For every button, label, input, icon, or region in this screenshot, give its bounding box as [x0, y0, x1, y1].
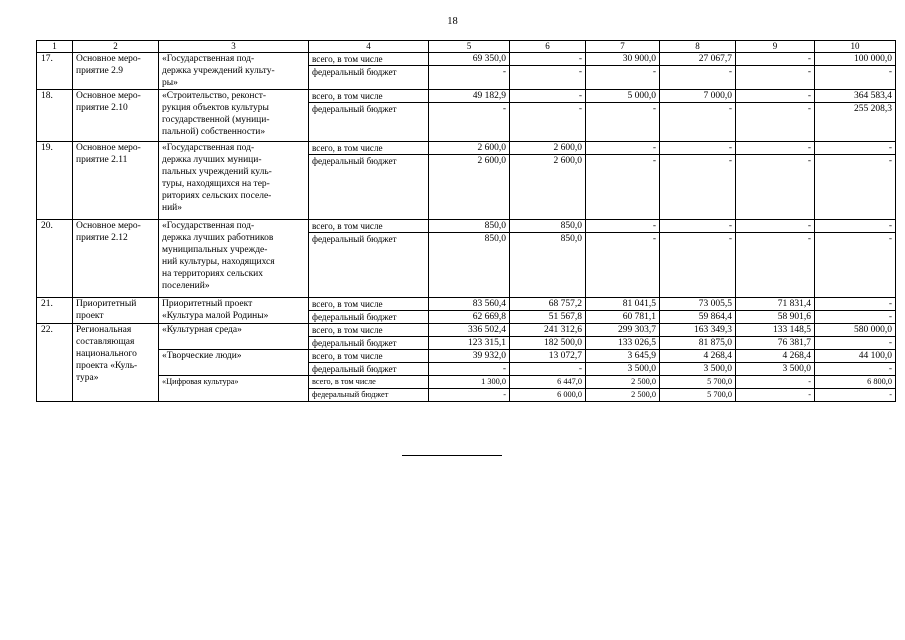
- measure-name: Региональная составляющая национального проекта «Куль- тура»: [73, 324, 159, 402]
- amount-cell: 3 500,0: [660, 363, 736, 376]
- amount-cell: -: [586, 103, 660, 142]
- amount-cell: -: [510, 363, 586, 376]
- amount-cell: 71 831,4: [736, 298, 815, 311]
- amount-cell: -: [736, 233, 815, 298]
- amount-cell: 2 600,0: [510, 142, 586, 155]
- amount-cell: 163 349,3: [660, 324, 736, 337]
- amount-cell: 68 757,2: [510, 298, 586, 311]
- amount-cell: -: [736, 155, 815, 220]
- funding-source: федеральный бюджет: [309, 363, 429, 376]
- amount-cell: 60 781,1: [586, 311, 660, 324]
- amount-cell: 51 567,8: [510, 311, 586, 324]
- amount-cell: 133 148,5: [736, 324, 815, 337]
- amount-cell: -: [660, 66, 736, 90]
- amount-cell: 5 700,0: [660, 389, 736, 402]
- amount-cell: 81 041,5: [586, 298, 660, 311]
- amount-cell: 73 005,5: [660, 298, 736, 311]
- amount-cell: -: [660, 155, 736, 220]
- budget-table: [36, 40, 896, 402]
- amount-cell: -: [510, 66, 586, 90]
- table-row: [37, 298, 896, 311]
- row-number: 19.: [37, 142, 73, 220]
- amount-cell: 1 300,0: [429, 376, 510, 389]
- amount-cell: -: [736, 66, 815, 90]
- amount-cell: -: [660, 233, 736, 298]
- amount-cell: 6 800,0: [815, 376, 896, 389]
- amount-cell: 13 072,7: [510, 350, 586, 363]
- amount-cell: 62 669,8: [429, 311, 510, 324]
- row-number: 18.: [37, 90, 73, 142]
- amount-cell: 69 350,0: [429, 53, 510, 66]
- column-number: 10: [815, 41, 896, 53]
- funding-source: всего, в том числе: [309, 53, 429, 66]
- page-number: 18: [447, 16, 458, 27]
- amount-cell: 6 000,0: [510, 389, 586, 402]
- amount-cell: -: [815, 311, 896, 324]
- funding-source: федеральный бюджет: [309, 155, 429, 220]
- amount-cell: 850,0: [429, 233, 510, 298]
- funding-source: федеральный бюджет: [309, 103, 429, 142]
- amount-cell: 3 645,9: [586, 350, 660, 363]
- funding-source: федеральный бюджет: [309, 233, 429, 298]
- measure-name: Основное меро- приятие 2.9: [73, 53, 159, 90]
- amount-cell: -: [736, 103, 815, 142]
- column-number: 1: [37, 41, 73, 53]
- amount-cell: 241 312,6: [510, 324, 586, 337]
- amount-cell: 30 900,0: [586, 53, 660, 66]
- amount-cell: -: [660, 142, 736, 155]
- amount-cell: 3 500,0: [736, 363, 815, 376]
- funding-source: федеральный бюджет: [309, 311, 429, 324]
- measure-title: «Государственная под- держка лучших работников муниципальных учрежде- ний культуры, находящихся на территориях сельских поселений»: [159, 220, 309, 298]
- table-row: [37, 350, 896, 363]
- amount-cell: -: [815, 155, 896, 220]
- amount-cell: -: [815, 66, 896, 90]
- amount-cell: -: [815, 363, 896, 376]
- amount-cell: 58 901,6: [736, 311, 815, 324]
- measure-title: Приоритетный проект «Культура малой Родины»: [159, 298, 309, 324]
- column-number: 6: [510, 41, 586, 53]
- amount-cell: 2 600,0: [429, 155, 510, 220]
- amount-cell: -: [586, 233, 660, 298]
- project-title: «Цифровая культура»: [159, 376, 309, 402]
- funding-source: федеральный бюджет: [309, 337, 429, 350]
- amount-cell: 39 932,0: [429, 350, 510, 363]
- project-title: «Творческие люди»: [159, 350, 309, 376]
- row-number: 17.: [37, 53, 73, 90]
- funding-source: всего, в том числе: [309, 220, 429, 233]
- amount-cell: -: [736, 90, 815, 103]
- amount-cell: -: [429, 363, 510, 376]
- amount-cell: -: [736, 53, 815, 66]
- measure-name: Приоритетный проект: [73, 298, 159, 324]
- amount-cell: -: [660, 220, 736, 233]
- row-number: 20.: [37, 220, 73, 298]
- measure-name: Основное меро- приятие 2.10: [73, 90, 159, 142]
- column-number: 8: [660, 41, 736, 53]
- amount-cell: 83 560,4: [429, 298, 510, 311]
- amount-cell: -: [510, 90, 586, 103]
- amount-cell: -: [429, 389, 510, 402]
- amount-cell: 255 208,3: [815, 103, 896, 142]
- project-title: «Культурная среда»: [159, 324, 309, 350]
- funding-source: всего, в том числе: [309, 376, 429, 389]
- amount-cell: -: [736, 220, 815, 233]
- amount-cell: 123 315,1: [429, 337, 510, 350]
- table-row: [37, 376, 896, 389]
- table-row: [37, 220, 896, 233]
- table-row: [37, 90, 896, 103]
- amount-cell: 81 875,0: [660, 337, 736, 350]
- row-number: 22.: [37, 324, 73, 402]
- header-row: [37, 41, 896, 53]
- amount-cell: -: [815, 298, 896, 311]
- amount-cell: -: [510, 103, 586, 142]
- amount-cell: 5 700,0: [660, 376, 736, 389]
- amount-cell: 850,0: [429, 220, 510, 233]
- amount-cell: 49 182,9: [429, 90, 510, 103]
- bottom-divider: [402, 455, 502, 456]
- funding-source: всего, в том числе: [309, 324, 429, 337]
- amount-cell: -: [660, 103, 736, 142]
- amount-cell: 2 500,0: [586, 389, 660, 402]
- amount-cell: 299 303,7: [586, 324, 660, 337]
- amount-cell: 850,0: [510, 220, 586, 233]
- column-number: 5: [429, 41, 510, 53]
- amount-cell: -: [815, 389, 896, 402]
- amount-cell: -: [429, 103, 510, 142]
- funding-source: федеральный бюджет: [309, 66, 429, 90]
- amount-cell: -: [815, 220, 896, 233]
- amount-cell: -: [815, 337, 896, 350]
- measure-title: «Государственная под- держка лучших муници- пальных учреждений куль- туры, находящихся на тер- риториях сельских поселе- ний»: [159, 142, 309, 220]
- table-body: [37, 41, 896, 402]
- amount-cell: -: [510, 53, 586, 66]
- amount-cell: -: [586, 155, 660, 220]
- amount-cell: 7 000,0: [660, 90, 736, 103]
- funding-source: всего, в том числе: [309, 90, 429, 103]
- amount-cell: -: [736, 376, 815, 389]
- amount-cell: 6 447,0: [510, 376, 586, 389]
- amount-cell: -: [586, 220, 660, 233]
- amount-cell: 182 500,0: [510, 337, 586, 350]
- amount-cell: 3 500,0: [586, 363, 660, 376]
- measure-name: Основное меро- приятие 2.12: [73, 220, 159, 298]
- amount-cell: 27 067,7: [660, 53, 736, 66]
- amount-cell: 2 600,0: [510, 155, 586, 220]
- amount-cell: 364 583,4: [815, 90, 896, 103]
- amount-cell: 59 864,4: [660, 311, 736, 324]
- amount-cell: 133 026,5: [586, 337, 660, 350]
- column-number: 4: [309, 41, 429, 53]
- amount-cell: 580 000,0: [815, 324, 896, 337]
- amount-cell: 4 268,4: [660, 350, 736, 363]
- amount-cell: 850,0: [510, 233, 586, 298]
- amount-cell: 100 000,0: [815, 53, 896, 66]
- measure-title: «Государственная под- держка учреждений культу- ры»: [159, 53, 309, 90]
- amount-cell: 5 000,0: [586, 90, 660, 103]
- amount-cell: 4 268,4: [736, 350, 815, 363]
- column-number: 7: [586, 41, 660, 53]
- amount-cell: 44 100,0: [815, 350, 896, 363]
- amount-cell: -: [586, 66, 660, 90]
- amount-cell: -: [736, 142, 815, 155]
- row-number: 21.: [37, 298, 73, 324]
- funding-source: всего, в том числе: [309, 142, 429, 155]
- table-row: [37, 53, 896, 66]
- amount-cell: -: [736, 389, 815, 402]
- amount-cell: -: [815, 233, 896, 298]
- funding-source: всего, в том числе: [309, 350, 429, 363]
- amount-cell: -: [815, 142, 896, 155]
- amount-cell: 76 381,7: [736, 337, 815, 350]
- measure-title: «Строительство, реконст- рукция объектов культуры государственной (муници- пальной) собственности»: [159, 90, 309, 142]
- amount-cell: 336 502,4: [429, 324, 510, 337]
- funding-source: всего, в том числе: [309, 298, 429, 311]
- column-number: 3: [159, 41, 309, 53]
- funding-source: федеральный бюджет: [309, 389, 429, 402]
- measure-name: Основное меро- приятие 2.11: [73, 142, 159, 220]
- amount-cell: -: [429, 66, 510, 90]
- amount-cell: 2 600,0: [429, 142, 510, 155]
- amount-cell: -: [586, 142, 660, 155]
- column-number: 2: [73, 41, 159, 53]
- amount-cell: 2 500,0: [586, 376, 660, 389]
- column-number: 9: [736, 41, 815, 53]
- table-row: [37, 142, 896, 155]
- table-row: [37, 324, 896, 337]
